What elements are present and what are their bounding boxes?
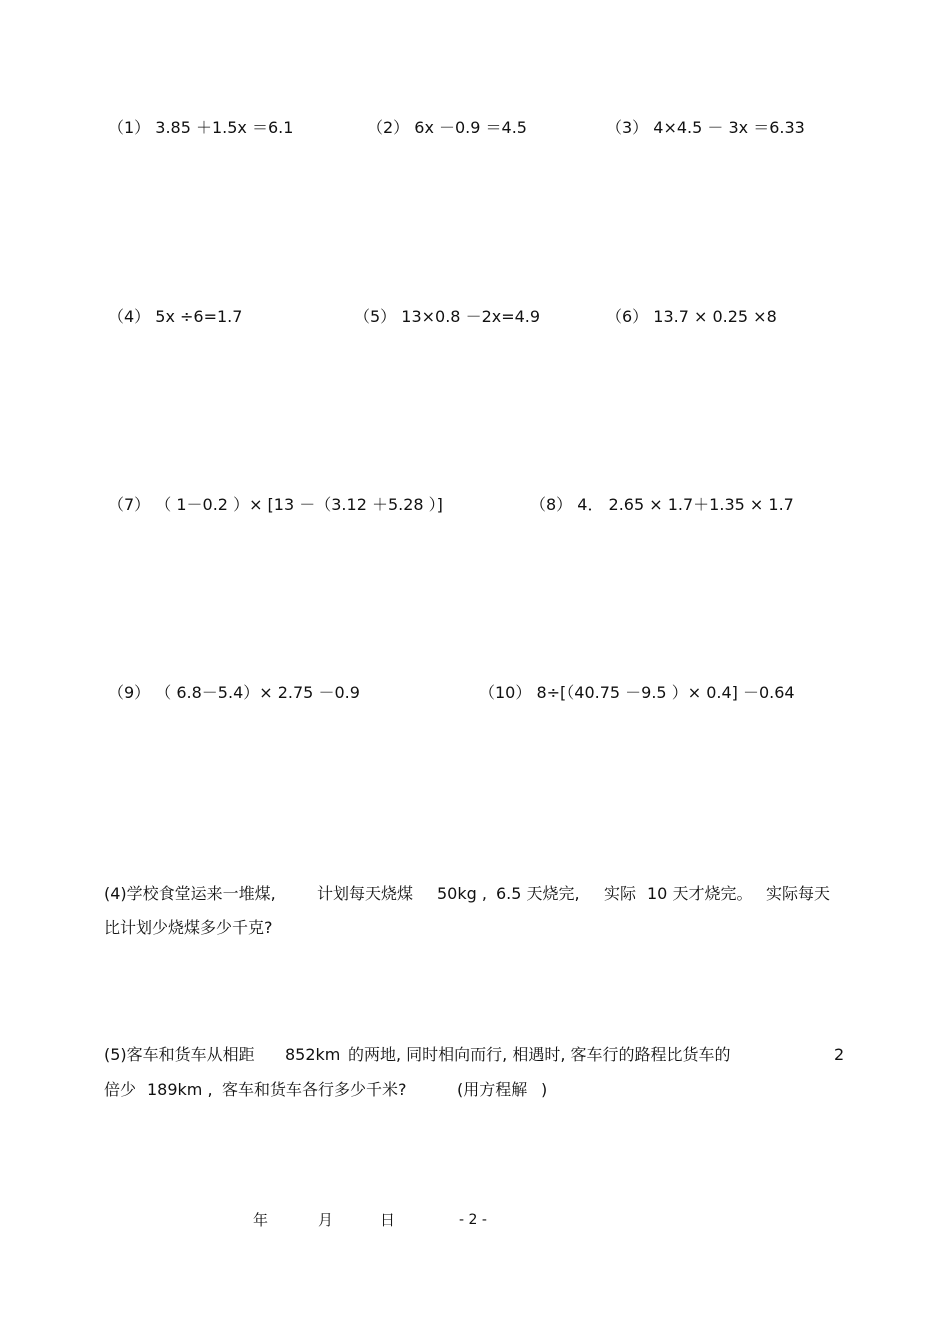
exercise-3: （3） 4×4.5 － 3x ＝6.33 bbox=[606, 118, 805, 137]
exercise-2: （2） 6x －0.9 ＝4.5 bbox=[367, 118, 527, 137]
exercise-5: （5） 13×0.8 －2x=4.9 bbox=[354, 307, 541, 326]
exercise-9: （9） （ 6.8－5.4）× 2.75 －0.9 bbox=[108, 683, 360, 702]
word-problem-4-line1-part5: 实际 bbox=[604, 884, 637, 903]
word-problem-5-line1-part3: 的两地, 同时相向而行, 相遇时, 客车行的路程比货车的 bbox=[348, 1045, 731, 1064]
word-problem-5-line2-part3: 客车和货车各行多少千米? bbox=[222, 1080, 407, 1099]
word-problem-5-line2-part5: ) bbox=[541, 1080, 548, 1099]
word-problem-5-line1-part2: 852km bbox=[285, 1045, 341, 1064]
footer-year: 年 bbox=[253, 1211, 269, 1229]
exercise-6: （6） 13.7 × 0.25 ×8 bbox=[606, 307, 777, 326]
exercise-10: （10） 8÷[（40.75 －9.5 ）× 0.4] －0.64 bbox=[479, 683, 795, 702]
exercise-8: （8） 4． 2.65 × 1.7＋1.35 × 1.7 bbox=[530, 495, 794, 514]
word-problem-4-line1-part6: 10 天才烧完。 bbox=[647, 884, 753, 903]
word-problem-5-line2-part2: 189km , bbox=[147, 1080, 213, 1099]
word-problem-4-line2: 比计划少烧煤多少千克? bbox=[104, 918, 273, 937]
exercise-7: （7） （ 1－0.2 ）× [13 －（3.12 ＋5.28 ）] bbox=[108, 495, 443, 514]
exercise-4: （4） 5x ÷6=1.7 bbox=[108, 307, 243, 326]
page-number: - 2 - bbox=[459, 1212, 487, 1228]
word-problem-5-line2-part4: (用方程解 bbox=[457, 1080, 528, 1099]
exercise-1: （1） 3.85 ＋1.5x ＝6.1 bbox=[108, 118, 294, 137]
footer-month: 月 bbox=[318, 1211, 334, 1229]
word-problem-4-line1-part7: 实际每天 bbox=[766, 884, 831, 903]
word-problem-5-line1-part4: 2 bbox=[834, 1045, 845, 1064]
word-problem-4-line1-part4: 6.5 天烧完, bbox=[496, 884, 580, 903]
word-problem-5-line1-part1: (5)客车和货车从相距 bbox=[104, 1045, 255, 1064]
word-problem-5-line2-part1: 倍少 bbox=[104, 1080, 137, 1099]
word-problem-4-line1-part1: (4)学校食堂运来一堆煤, bbox=[104, 884, 276, 903]
word-problem-4-line1-part3: 50kg , bbox=[437, 884, 487, 903]
word-problem-4-line1-part2: 计划每天烧煤 bbox=[317, 884, 414, 903]
footer-day: 日 bbox=[380, 1211, 396, 1229]
